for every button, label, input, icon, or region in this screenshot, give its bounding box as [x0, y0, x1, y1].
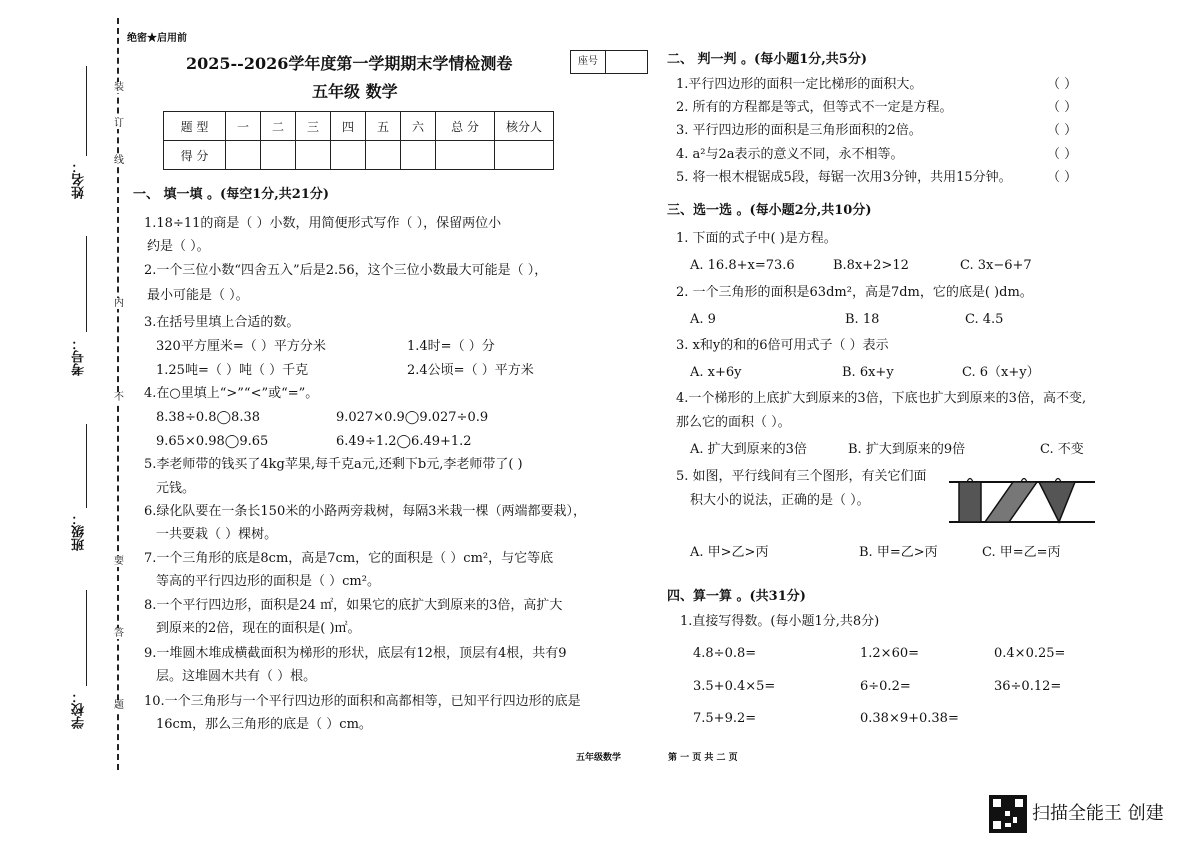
question-line: 6.49÷1.2◯6.49+1.2: [336, 434, 472, 449]
question-line: 9.一堆圆木堆成横截面积为梯形的形状，底层有12根，顶层有4根，共有9: [144, 646, 567, 661]
question-line: 1.18÷11的商是（ ）小数，用简便形式写作（ ），保留两位小: [144, 216, 502, 231]
option: C. 6（x+y）: [962, 365, 1040, 380]
option: A. 9: [690, 312, 716, 327]
seal-char: 订: [114, 118, 124, 129]
question-line: 到原来的2倍，现在的面积是( )㎡。: [156, 621, 361, 636]
question-line: 积大小的说法，正确的是（ ）。: [690, 493, 870, 508]
question-line: 最小可能是（ ）。: [147, 288, 249, 303]
option: C. 甲=乙=丙: [982, 545, 1061, 560]
calc-item: 36÷0.12=: [994, 679, 1062, 694]
name-label: 姓名：: [72, 160, 87, 199]
qr-code-icon: [989, 795, 1027, 833]
question-line: 7.一个三角形的底是8cm，高是7cm，它的面积是（ ）cm²，与它等底: [144, 551, 554, 566]
table-cell: 一: [226, 112, 261, 141]
score-table-header-row: [164, 112, 554, 141]
school-label: 学校：: [72, 690, 87, 729]
question-line: 2.4公顷=（ ）平方米: [407, 363, 534, 378]
question-line: 1.25吨=（ ）吨（ ）千克: [156, 363, 309, 378]
scanner-watermark: 扫描全能王 创建: [1032, 803, 1164, 824]
answer-paren[interactable]: （ ）: [1047, 147, 1078, 162]
answer-paren[interactable]: （ ）: [1047, 123, 1078, 138]
answer-paren[interactable]: （ ）: [1047, 170, 1078, 185]
shape-bing-triangle: [1039, 482, 1075, 522]
question-line: 9.027×0.9◯9.027÷0.9: [336, 410, 489, 425]
seal-char: 题: [114, 700, 124, 711]
calc-item: 0.4×0.25=: [994, 646, 1066, 661]
question-line: 10.一个三角形与一个平行四边形的面积和高都相等，已知平行四边形的底是: [144, 694, 581, 709]
question-line: 3.在括号里填上合适的数。: [144, 315, 300, 330]
score-input-cell[interactable]: [495, 141, 554, 170]
option: A. 扩大到原来的3倍: [690, 442, 807, 457]
section4-heading: 四、算一算 。(共31分): [667, 589, 806, 604]
exam-title: 2025--2026学年度第一学期期末学情检测卷: [186, 54, 513, 73]
question-line: 3. x和y的和的6倍可用式子（ ）表示: [676, 338, 889, 353]
calc-item: 6÷0.2=: [860, 679, 911, 694]
judge-item: 5. 将一根木棍锯成5段，每锯一次用3分钟，共用15分钟。: [676, 170, 1012, 185]
option: B. 6x+y: [842, 365, 894, 380]
class-field[interactable]: [86, 424, 87, 508]
seat-label: 座号: [571, 51, 606, 73]
answer-paren[interactable]: （ ）: [1047, 100, 1078, 115]
question-line: 1. 下面的式子中( )是方程。: [676, 231, 837, 246]
seal-char: 不: [114, 392, 124, 403]
calc-item: 3.5+0.4×5=: [693, 679, 776, 694]
question-line: 320平方厘米=（ ）平方分米: [156, 339, 326, 354]
question-line: 元钱。: [156, 481, 196, 496]
question-line: 那么它的面积（ ）。: [676, 415, 791, 430]
seal-char: 装: [114, 82, 124, 93]
score-input-cell[interactable]: [331, 141, 366, 170]
score-input-cell[interactable]: [401, 141, 436, 170]
option: B. 甲=乙>丙: [859, 545, 938, 560]
option: C. 不变: [1040, 442, 1084, 457]
score-table: [163, 111, 554, 170]
table-cell: 核分人: [495, 112, 554, 141]
score-input-cell[interactable]: [296, 141, 331, 170]
score-input-cell[interactable]: [261, 141, 296, 170]
footer-left: 五年级数学: [576, 753, 622, 763]
sub-heading: 1.直接写得数。(每小题1分,共8分): [680, 614, 880, 629]
section3-heading: 三、选一选 。(每小题2分,共10分): [667, 203, 872, 218]
question-line: 5. 如图，平行线间有三个图形，有关它们面: [676, 469, 927, 484]
calc-item: 7.5+9.2=: [693, 711, 757, 726]
judge-item: 3. 平行四边形的面积是三角形面积的2倍。: [676, 123, 922, 138]
table-cell: 五: [366, 112, 401, 141]
question-line: 6.绿化队要在一条长150米的小路两旁栽树，每隔3米栽一棵（两端都要栽），: [144, 504, 586, 519]
answer-paren[interactable]: （ ）: [1047, 77, 1078, 92]
section1-heading: 一、 填一填 。(每空1分,共21分): [133, 187, 330, 202]
judge-item: 2. 所有的方程都是等式，但等式不一定是方程。: [676, 100, 953, 115]
question-line: 5.李老师带的钱买了4kg苹果,每千克a元,还剩下b元,李老师带了( ): [144, 457, 523, 472]
option: A. 16.8+x=73.6: [690, 258, 795, 273]
option: A. 甲>乙>丙: [690, 545, 769, 560]
table-cell: 三: [296, 112, 331, 141]
exam-subtitle: 五年级 数学: [312, 82, 398, 101]
judge-item: 4. a²与2a表示的意义不同，永不相等。: [676, 147, 904, 162]
question-line: 16cm，那么三角形的底是（ ）cm。: [156, 717, 372, 732]
question-line: 2. 一个三角形的面积是63dm²，高是7dm，它的底是( )dm。: [676, 285, 1033, 300]
seal-char: 线: [114, 155, 124, 166]
name-field[interactable]: [86, 66, 87, 156]
calc-item: 0.38×9+0.38=: [860, 711, 959, 726]
option: C. 3x−6+7: [960, 258, 1032, 273]
school-field[interactable]: [86, 590, 87, 686]
table-cell: 得 分: [164, 141, 226, 170]
question-line: 1.4时=（ ）分: [407, 339, 495, 354]
secret-mark: 绝密★启用前: [127, 33, 187, 44]
seal-char: 答: [114, 628, 124, 639]
question-line: 一共要栽（ ）棵树。: [156, 527, 278, 542]
score-input-cell[interactable]: [226, 141, 261, 170]
option: B.8x+2>12: [833, 258, 909, 273]
option: B. 扩大到原来的9倍: [848, 442, 966, 457]
id-label: 考号：: [72, 337, 87, 376]
score-table-score-row: [164, 141, 554, 170]
parallel-lines-figure: [947, 470, 1097, 528]
option: C. 4.5: [965, 312, 1004, 327]
judge-item: 1.平行四边形的面积一定比梯形的面积大。: [676, 77, 923, 92]
table-cell: 六: [401, 112, 436, 141]
question-line: 8.一个平行四边形，面积是24 ㎡，如果它的底扩大到原来的3倍，高扩大: [144, 598, 563, 613]
question-line: 等高的平行四边形的面积是（ ）cm²。: [156, 574, 380, 589]
seal-char: 要: [114, 556, 124, 567]
option: A. x+6y: [690, 365, 742, 380]
table-cell: 四: [331, 112, 366, 141]
class-label: 班级：: [72, 512, 87, 551]
option: B. 18: [845, 312, 880, 327]
calc-item: 1.2×60=: [860, 646, 920, 661]
score-input-cell[interactable]: [436, 141, 495, 170]
question-line: 9.65×0.98◯9.65: [156, 434, 269, 449]
question-line: 4.在○里填上“>”“<”或“=”。: [144, 386, 319, 401]
question-line: 8.38÷0.8◯8.38: [156, 410, 261, 425]
seat-number-box[interactable]: [570, 50, 648, 74]
calc-item: 4.8÷0.8=: [693, 646, 757, 661]
table-cell: 题 型: [164, 112, 226, 141]
shape-jia-rectangle: [959, 482, 981, 522]
seal-char: 内: [114, 298, 124, 309]
score-input-cell[interactable]: [366, 141, 401, 170]
table-cell: 总 分: [436, 112, 495, 141]
question-line: 2.一个三位小数“四舍五入”后是2.56，这个三位小数最大可能是（ ），: [144, 263, 548, 278]
section2-heading: 二、 判一判 。(每小题1分,共5分): [667, 52, 867, 67]
page-number: 第 一 页 共 二 页: [668, 753, 738, 763]
question-line: 4.一个梯形的上底扩大到原来的3倍，下底也扩大到原来的3倍，高不变,: [676, 391, 1087, 406]
question-line: 层。这堆圆木共有（ ）根。: [156, 669, 317, 684]
question-line: 约是（ ）。: [147, 239, 210, 254]
table-cell: 二: [261, 112, 296, 141]
id-field[interactable]: [86, 236, 87, 332]
shape-yi-parallelogram: [985, 482, 1037, 522]
